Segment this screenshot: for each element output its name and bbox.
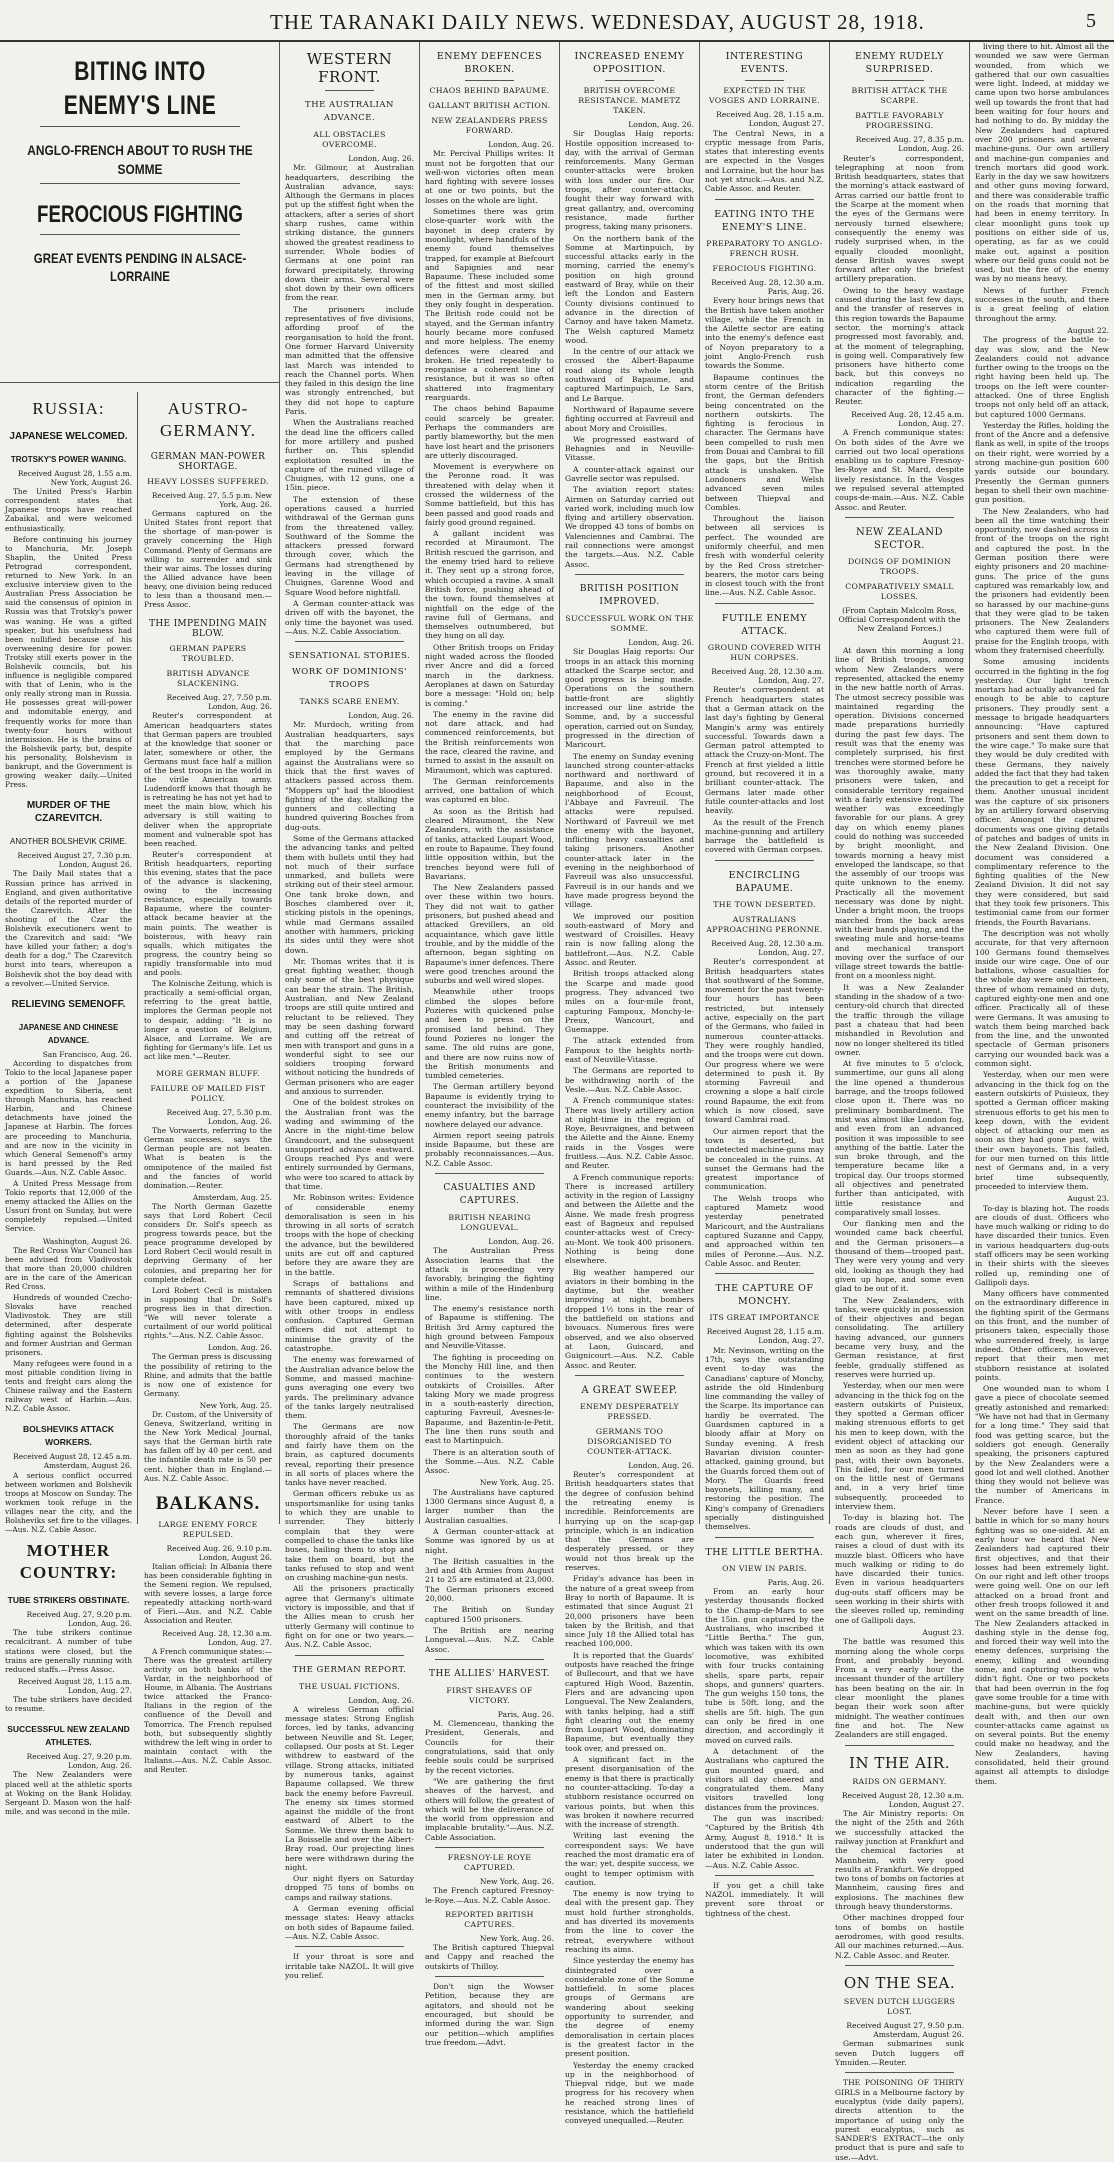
divider (715, 1875, 814, 1876)
article-subheading: SEVEN DUTCH LUGGERS LOST. (843, 1996, 956, 2016)
article-heading: JAPANESE WELCOMED. (9, 431, 128, 442)
section-heading-mother-country: MOTHER COUNTRY: (19, 1541, 118, 1583)
paragraph: The tube strikers continue recalcitrant. A number of tube stations were closed, but the trains are generally running with reduced staffs.—Press Assoc. (5, 1628, 132, 1674)
advertisement: Don't sign the Wowser Petition, because they are agitators, and should not be encouraged, but should be informed during the war. Sign our petition—which amplifies true freedom.—Advt. (425, 1982, 554, 2047)
divider (435, 1173, 544, 1174)
divider (295, 1946, 404, 1947)
paragraph: In the centre of our attack we crossed the Albert-Bapaume road along its whole length southward of Bapaume, and captured Martinpuich, Le Sars, and Le Barque. (565, 347, 694, 403)
article-subheading: AUSTRALIANS APPROACHING PERONNE. (706, 914, 823, 934)
paragraph: The tube strikers have decided to resume. (5, 1695, 132, 1714)
paragraph: The British are nearing Longueval.—Aus. N.Z. Cable Assoc. (425, 1625, 554, 1654)
section-heading-balkans: BALKANS. (155, 1492, 261, 1514)
article-heading: INCREASED ENEMY OPPOSITION. (574, 51, 685, 75)
paragraph: We progressed eastward of Behagnies and in Neuville-Vitasse. (565, 434, 694, 463)
paragraph: Reuter's correspondent at British headquarters, reporting this evening, states that the pace of the advance is slackening, owing to the increasing resistance, especially towards Bapaume, where the counter-attack became heavier at the main points. The weather is boisterous, with heavy rain squalls, which mitigates the progress, the country being so rapidly transformable into mud and pools. (144, 849, 272, 978)
paragraph: At dawn this morning a long line of British troops, among whom New Zealanders were represented, attacked the enemy in the new battle north of Arras. The utmost secrecy possible was maintained regarding the operation. Divisions concerned made preparations hurriedly during the past few days. The result was that the enemy was completely surprised, his first trenches were stormed before he was thoroughly awake, many prisoners were taken, and considerable territory regained with a fairly extensive front. The weather was exceedingly favorable for our plans. A grey day on which enemy planes could do nothing was succeeded by bright moonlight, and towards morning a heavy mist enveloped the landscape, so that the assembly of our troops was quite unknown to the enemy. Practically all the movement necessary was done by night. Under a bright moon, the troops marched from the back areas with their bands playing, and the sweating mule and horse-teams and mechanical transport moving over the surface of our village street towards the battle-front on a moonless night. (835, 646, 964, 981)
paragraph: When the Australians reached the dead line the officers called for more artillery and pushed further on. This splendid exploitation resulted in the capture of the ruined village of Chuignes, with 12 guns, one a 15in. piece. (285, 418, 414, 493)
article-heading: SUCCESSFUL NEW ZEALAND ATHLETES. (7, 1724, 130, 1748)
paragraph: The United Press's Harbin correspondent states that Japanese troops have reached Zabaikal, and were welcomed enthusiastically. (5, 487, 132, 533)
column-6 (830, 42, 970, 2162)
article-subheading: TROTSKY'S POWER WANING. (10, 455, 127, 464)
dateline: London, Aug. 26. (488, 140, 554, 149)
paragraph: A French communique states: There was lively artillery action at night-time in the region of Roye, Beuvraignes, and between the Ailette and the Aisne. Enemy raids in the Vosges were fruitless.—Aus. N.Z. Cable Assoc. and Reuter. (565, 1096, 694, 1171)
divider (605, 80, 654, 81)
column-2 (280, 42, 420, 1980)
article-heading: CASUALTIES AND CAPTURES. (443, 1183, 536, 1207)
paragraph: Some amusing incidents occurred in the fighting in the fog yesterday. Our light trench mortars had actually advanced far enough to be able to capture prisoners. They proudly sent a message to brigade headquarters announcing: "Have captured prisoners and sent them down to the wire cage." To make sure that they would be duly credited with these Germans, they naively added the fact that they had taken the precaution to get a receipt for them. Another unusual incident was the capture of six prisoners by an artillery forward observing officer. Amongst the captured documents was one giving details of patches and badges of units in the New Zealand Division. One document was considered a complimentary reference to the fighting qualities of the New Zealand Division. It did not say they were considered, but said that they took few prisoners. This testimonial came from our former friends, the Fourth Bavarians. (975, 657, 1109, 927)
paragraph: The chaos behind Bapaume could scarcely be greater. Perhaps the commanders are partly blameworthy, but the men have lost heart and the prisoners are utterly discouraged. (425, 404, 554, 460)
article-subheading: COMPARATIVELY SMALL LOSSES. (845, 581, 954, 601)
column-5 (700, 42, 830, 1918)
advertisement: THE POISONING OF THIRTY GIRLS in a Melbourne factory by eucalyptus (vide daily papers), directs attention to the importance of using only the purest eucalyptus, such as SANDER'S EXTRACT—the only product that is pure and safe to use.—Advt. (835, 2078, 964, 2162)
dateline: Paris, Aug. 26. (497, 1709, 554, 1719)
dateline: Received August 28, 12.45 a.m. Amsterdam, August 26. (13, 1452, 132, 1471)
paragraph: A detachment of the Australians who captured the gun mounted guard, and visitors all day cheered and congratulated them. Many visitors travelled long distances from the provinces. (705, 1746, 824, 1812)
paragraph: Throughout the liaison between all services is perfect. The wounded are uniformly cheerful, and men fresh with wonderful celerity by the Red Cross stretcher-bearers, the motor cars being in closest touch with the front line.—Aus. N.Z. Cable Assoc. (705, 514, 824, 598)
article-heading: ON THE SEA. (843, 1973, 956, 1992)
article-heading: REPORTED BRITISH CAPTURES. (445, 1909, 534, 1929)
dateline: Received Aug. 28, 12.30 a.m. London, Aug. 27. (711, 938, 824, 957)
section-heading-russia: RUSSIA: (32, 399, 105, 418)
paragraph: The prisoners include representatives of five divisions, affording proof of the reorganisation to hold the front. One former Harvard University man admitted that the offensive last March was intended to reach the Channel ports. When they failed in this design the line was strongly entrenched, but they did not hope to capture Paris. (285, 304, 414, 417)
paragraph: The extension of these operations caused a hurried withdrawal of the German guns from the threatened valley. Southward of the Somme the attackers pressed forward through cover, which the Germans had strengthened by leaving in the village of Chuignes, Garenne Wood and Square Wood before nightfall. (285, 494, 414, 597)
dateline: Received August 27, 9.50 p.m. Amsterdam, August 26. (846, 2020, 964, 2040)
paragraph: Mr. Gilmour, at Australian headquarters, describing the Australian advance, says: Although the Germans in places put up the stiffest fight when the attackers, after a series of short sharp rushes, came within striking distance, the gunners showed the greatest readiness to surrender. Whole bodies of Germans at one point ran forward precipitately, throwing down their arms. Several were shot down by their own officers from the rear. (285, 163, 414, 303)
paragraph: Dr. Custom, of the University of Geneva, Switzerland, writing in the New York Medical Journal, says that the German birth rate has fallen off by 40 per cent. and the infantile death rate is 50 per cent. higher than in England.—Aus. N.Z. Cable Assoc. (144, 1409, 272, 1483)
page-number: 5 (1086, 10, 1096, 32)
paragraph: Many officers have commented on the extraordinary difference in the fighting spirit of the Germans on this front, and the number of prisoners taken, especially those who surrendered freely, is large indeed. Other officers, however, report that their men met stubborn resistance at isolated points. (975, 1289, 1109, 1382)
paragraph: The attack extended from Fampoux to the heights north-east of Neuville-Vitasse. (565, 1036, 694, 1065)
paragraph: The Red Cross War Council has been advised from Vladivostok that more than 20,000 children are in the care of the American Red Cross. (5, 1245, 132, 1292)
paragraph: The Daily Mail states that a Russian prince has arrived in England, and given authoritative details of the reported murder of the Czarevitch. After the shooting of the Czar the Bolshevik executioners went to the Czarevitch and said: "We have killed your father; a dog's death for a dog." The Czarevitch burst into tears, whereupon a Bolshevik shot the boy dead with a revolver.—United Service. (5, 869, 132, 988)
article-heading: IN THE AIR. (849, 1753, 950, 1772)
paragraph: Yesterday the enemy cracked up in the neighborhood of Thiepval ridge, but we made progress for his recovery when he reached strong lines of resistance, which the battlefield conveyed unequalled.—Reuter. (565, 2060, 694, 2126)
paragraph: The French captured Fresnoy-le-Roye.—Aus. N.Z. Cable Assoc. (425, 1886, 554, 1905)
article-heading: GERMAN MAN-POWER SHORTAGE. (150, 452, 266, 472)
dateline: Received August 28, 1.15 a.m. London, Aug. 27. (706, 1327, 824, 1346)
masthead (0, 0, 1114, 42)
paragraph: The Kolnische Zeitung, which is practically a semi-official organ, referring to the great battle, implores the German people not to despair, adding: "It is no longer a question of Belgium, Alsace, and Lorraine. We are fighting for Germany's life. Let us act like men."—Reuter. (144, 979, 272, 1061)
divider (295, 1655, 404, 1656)
dateline: Received Aug. 28, 12.30 a.m. London, Aug. 27. (162, 1628, 272, 1647)
article-heading: THE CAPTURE OF MONCHY. (715, 1283, 814, 1308)
paragraph: The battle was resumed this morning along the whole corps front, and probably beyond. From a very early hour the incessant thunder of the artillery has been beating on the air. In clear moonlight the planes began their work soon after midnight. The weather continues fine and hot. The New Zealanders are still engaged. (835, 1637, 964, 1740)
column-4 (560, 42, 700, 2126)
paragraph: The North German Gazette says that Lord Robert Cecil considers Dr. Solf's speech as progress towards peace, but the peace programme developed by Lord Robert Cecil would result in depriving Germany of her colonies, and preparing her for complete defeat. (144, 1201, 272, 1284)
divider (40, 183, 240, 184)
dateline: Received August 28, 1.55 a.m. New York, August 26. (17, 469, 132, 488)
dateline: London, Aug. 26. (348, 1695, 414, 1705)
dateline: London, Aug. 26. (348, 154, 414, 163)
paragraph: The enemy was forewarned of the Australian advance below the Somme, and massed machine-guns averaging one every two yards. The preliminary advance of the tanks largely neutralised them. (285, 1355, 414, 1421)
divider (845, 1965, 954, 1966)
dateline: London, Aug. 26. (207, 1343, 272, 1353)
paragraph: Every hour brings news that the British have taken another village, while the French in the Ailette sector are eating into the enemy's defence east of Noyon preparatory to a joint Anglo-French rush towards the Somme. (705, 296, 824, 371)
russia-column (0, 392, 138, 1816)
paragraph: As soon as the British had cleared Miraumont, the New Zealanders, with the assistance of tanks, attacked Loupart Wood, en route to Bapaume. They found little opposition within, but the trenches beyond were full of Bavarians. (425, 806, 554, 881)
paragraph: Reuter's correspondent at American headquarters states that German papers are troubled at the knowledge that sooner or later, somewhere or other, the Germans must face half a million of the best troops in the world in the virile American army. Ludendorff knows that though he is retreating he has not yet had to meet the main blow, which his adversary is still waiting to deliver when the appropriate moment and vulnerable spot has been reached. (144, 711, 272, 848)
paragraph: Hundreds of wounded Czecho-Slovaks have reached Vladivostok. They are still determined, after desperate fighting against the Bolsheviks and former Austrian and German prisoners. (5, 1293, 132, 1357)
paragraph: The Australian Press Association learns that the attack is proceeding very favorably, bringing the fighting within a mile of the Hindenburg line. (425, 1246, 554, 1302)
article-subheading: WORK OF DOMINIONS' TROOPS (292, 667, 407, 691)
paragraph: The British casualties in the 3rd and 4th Armies from August 21 to 25 are estimated at 23,000. The German prisoners exceed 20,000. (425, 1556, 554, 1604)
paragraph: Yesterday, when our men were advancing in the thick fog on the eastern outskirts of Puisieux, they spotted a German officer making strenuous efforts to get his men to keep down, with the evident object of attacking our men as soon as they had gone past, with their own bayonets. This failed, for our men turned on this little nest of Germans and, in a very brief time subsequently, proceeded to interview them. (975, 1070, 1109, 1191)
paragraph: The aviation report states: Airmen on Saturday carried out varied work, including much low flying and artillery observation. We dropped 43 tons of bombs on Valenciennes and Cambrai. The rail connections were amongst the targets.—Aus. N.Z. Cable Assoc. (565, 485, 694, 569)
paragraph: A German evening official message states: Heavy attacks on both sides of Bapaume failed.—Aus. N.Z. Cable Assoc. (285, 1904, 414, 1941)
paragraph: The New Zealanders, who had been all the time watching their opportunity, now dashed across in front of the troops on the right and captured the post. In the German position there were eighty prisoners and 20 machine-guns. The price of the guns captured was remarkably low, and the prisoners had evidently been so harassed by our machine-guns that they were glad to be taken prisoners. The New Zealanders who captured them were full of praise for the English troops, with whom they fraternised cheerfully. (975, 506, 1109, 655)
paragraph: Mr. Murdoch, writing from Australian headquarters, says that the marching pace employed by the Germans against the Australians were so thick that the first waves of attackers passed across them. "Moppers up" had the bloodiest fighting of the day, stalking the gunners and collecting a hundred quivering Bosches from dug-outs. (285, 720, 414, 832)
article-subheading: JAPANESE AND CHINESE ADVANCE. (18, 1022, 119, 1045)
paragraph: Our night flyers on Saturday dropped 75 tons of bombs on camps and railway stations. (285, 1874, 414, 1902)
paragraph: We improved our position south-eastward of Mory and westward of Croisilles. Heavy rain is now falling along the battlefront.—Aus. N.Z. Cable Assoc. and Reuter. (565, 911, 694, 968)
dateline: Received Aug. 28, 1.15 a.m. London, August 27. (716, 110, 824, 129)
article-heading: THE IMPENDING MAIN BLOW. (149, 619, 267, 640)
paragraph: "We are gathering the first sheaves of the harvest, and others will follow, the greatest of which will be the deliverance of the world from oppression and implacable brutality."—Aus. N.Z. Cable Association. (425, 1776, 554, 1842)
article-heading: INTERESTING EVENTS. (725, 51, 804, 75)
article-heading: ENEMY DEFENCES BROKEN. (436, 51, 543, 75)
paragraph: Owing to the heavy wastage caused during the last few days, and the transfer of reserves in this region towards the Bapaume sector, the morning's attack progressed most favorably, and, at the moment of telegraphing, is going well. Comparatively few prisoners have hitherto come back, but this conveys no indication regarding the character of the fighting.—Reuter. (835, 285, 964, 407)
article-subheading: SUCCESSFUL WORK ON THE SOMME. (565, 613, 694, 633)
paragraph: Scraps of battalions and remnants of shattered divisions have been captured, mixed up with other troops in endless confusion. Captured German officers did not attempt to minimise the gravity of the catastrophe. (285, 1278, 414, 1354)
paragraph: The New Zealanders passed over these within two hours. They did not wait to gather prisoners, but pushed ahead and attacked Grevillers, an old acquaintance, which gave little trouble, and by the middle of the afternoon, began sighting on Bapaume's inner defences. There were good trenches around the suburbs and well wired slopes. (425, 883, 554, 986)
advertisement: If your throat is sore and irritable take NAZOL. It will give you relief. (285, 1952, 414, 1980)
paragraph: Many refugees were found in a most pitiable condition living in tents and freight cars along the Chinese railway and the Eastern railway west of Harbin.—Aus. N.Z. Cable Assoc. (5, 1358, 132, 1414)
article-subheading: NEW ZEALANDERS PRESS FORWARD. (431, 116, 548, 135)
paragraph: The progress of the battle to-day was slow, and the New Zealanders could not advance further owing to the troops on the right having been held up. The troops on the left were counter-attacked. One of three English troops not only held off an attack, but captured 1000 Germans. (975, 335, 1109, 419)
divider (845, 2072, 954, 2073)
article-subheading: TANKS SCARE ENEMY. (299, 697, 400, 707)
dateline: Washington, August 26. (42, 1236, 132, 1246)
paragraph: Bapaume continues the storm centre of the British front, the German defenders being concentrated on the northern outskirts. The fighting is ferocious in character. The Germans have been compelled to rush men from Douai and Cambrai to fill the gaps, but the British attack is unshaken. The Londoners and Welsh advanced seven miles between Thiepval and Combles. (705, 372, 824, 512)
article-subheading: THE AUSTRALIAN ADVANCE. (305, 100, 394, 123)
austro-germany-column (139, 392, 277, 1774)
paragraph: Since yesterday the enemy has disintegrated over a considerable zone of the Somme battlefield. In some places groups of Germans are wandering about seeking opportunity to surrender, and the degree of enemy demoralisation in certain places is the greatest factor in the present position. (565, 1956, 694, 2059)
paragraph: It is reported that the Guards' outposts have reached the fringe of Bullecourt, and that we have captured High Wood, Bazentin, Flers and are advancing upon Longueval. The New Zealanders, with tanks helping, had a stiff fight clearing out the enemy from Loupart Wood, dominating Bapaume, but eventually they took over, and pressed on. (565, 1650, 694, 1753)
paragraph: Reuter's correspondent at British headquarters states that the degree of confusion behind the retreating enemy is incredible. Reinforcements are hurrying up on the scap-gap principle, which is an indication that the Germans are desperately pressed, or they would not thus break up the reserves. (565, 1470, 694, 1573)
paragraph: A United Press Message from Tokio reports that 12,000 of the enemy attacked the Allies on the Ussuri front on Sunday, but were completely repulsed.—United Service. (5, 1179, 132, 1234)
paragraph: Mr. Robinson writes: Evidence of considerable enemy demoralisation is seen in his throwing in all sorts of scratch troops with the hope of checking the advance, but the bewildered units are cut off and captured before they are aware they are in the battle. (285, 1193, 414, 1277)
paragraph: The enemy's resistance north of Bapaume is stiffening. The British 3rd Army captured the high ground between Fampoux and Neuville-Vitasse. (425, 1304, 554, 1351)
paragraph: Sir Douglas Haig reports: Our troops in an attack this morning attacked the Scarpe sector, and good progress is being made. Operations on the southern battle-front are slightly increased our line astride the Somme, and, by a successful operation, carried out on Sunday, progressed in the direction of Maricourt. (565, 647, 694, 750)
paragraph: The German press is discussing the possibility of retiring to the Rhine, and admits that the battle is now one of existence for Germany. (144, 1352, 272, 1398)
dateline: Received Aug. 28, 12.30 a.m. London, Aug. 27. (711, 666, 824, 686)
divider (575, 1375, 684, 1376)
paragraph: Mr. Percival Phillips writes: It must not be forgotten that our well-won victories often mean hard fighting with severe losses at one or two points, but the losses on the whole are light. (425, 149, 554, 205)
dateline: August 21. (922, 636, 964, 646)
dateline: London, Aug. 26. (628, 637, 694, 647)
article-heading: MURDER OF THE CZAREVITCH. (26, 800, 111, 825)
article-heading: EATING INTO THE ENEMY'S LINE. (714, 208, 815, 233)
paragraph: Big weather hampered our aviators in their bombing in the daytime, but the weather improving at night, bombers dropped 1½ tons in the rear of the battlefield on stations and bivouacs. Numerous fires were observed, and we also observed at Laon, Guiscard, and Guignicourt.—Aus. N.Z. Cable Assoc. and Reuter. (565, 1267, 694, 1370)
article-heading: BRITISH POSITION IMPROVED. (579, 583, 680, 607)
article-subheading: GERMANS TOO DISORGANISED TO COUNTER-ATTACK. (587, 1426, 672, 1456)
article-subheading: ENEMY DESPERATELY PRESSED. (580, 1401, 679, 1421)
paragraph: The New Zealanders, with tanks, were quickly in possession of their objectives and began consolidating. The artillery having advanced, our gunners became very busy, and the German resistance, at first feeble, gradually stiffened as reserves were hurried up. (835, 1295, 964, 1379)
article-subheading: GROUND COVERED WITH HUN CORPSES. (707, 642, 822, 662)
divider (325, 90, 374, 91)
paragraph: The Welsh troops who captured Mametz wood yesterday penetrated Maricourt, and the Australians captured Suzanne and Cappy, and approached within ten miles of Peronne.—Aus. N.Z. Cable Assoc. and Reuter. (705, 1193, 824, 1268)
paragraph: A French communique states: On both sides of the Avre we carried out two local operations enabling us to capture Fresnoy-les-Roye and St. Mard, despite lively resistance. In the Vosges we repulsed several attempted coups-de-main.—Aus. N.Z. Cable Assoc. and Reuter. (835, 428, 964, 512)
paragraph: Reuter's correspondent at French headquarters states that a German attack on the last day's fighting by General Mangin's army was entirely successful. Towards dawn a German patrol attempted to attack the Cruzy-on-Mont. The French at first yielded a little ground, but recovered it in a brilliant counter-attack. The Germans later made other futile counter-attacks and lost heavily. (705, 685, 824, 816)
dateline: Received Aug. 27, 8.35 p.m. London, Aug. 26. (855, 135, 964, 154)
paragraph: A significant fact in the present disorganisation of the enemy is that there is practically no counter-attacking. To-day a stubborn resistance occurred on various points, but when this was broken it nowhere recurred with the increase of strength. (565, 1755, 694, 1830)
paragraph: Reuter's correspondent at British headquarters states that southward of the Somme, movement for the past twenty-four hours has been restricted, but intensely active, especially on the part of the Germans, who failed in numerous counter-attacks. They were roughly handled, and the troops were cut down. Our progress where we were determined to push it. By storming Favreuil and crowning a slope a half circle round Bapaume, the exit from which is now closed, save toward Cambrai road. (705, 957, 824, 1125)
paragraph: As the result of the French machine-gunning and artillery barrage the battlefield is covered with German corpses. (705, 817, 824, 855)
divider (575, 574, 684, 575)
paragraph: Other British troops on Friday night waded across the flooded river Ancre and did a forced march in the darkness. Aeroplanes at dawn on Saturday bore a message: "Hold on; help is coming." (425, 642, 554, 708)
paragraph: Other machines dropped four tons of bombs on hostile aerodromes, with good results. All our machines returned.—Aus. N.Z. Cable Assoc. and Reuter. (835, 1913, 964, 1960)
article-subheading: PREPARATORY TO ANGLO-FRENCH RUSH. (706, 238, 823, 258)
paragraph: A German counter-attack was driven off with the bayonet, the only time the bayonet was used.—Aus. N.Z. Cable Association. (285, 598, 414, 636)
article-subheading: FEROCIOUS FIGHTING. (712, 263, 817, 273)
article-heading: A GREAT SWEEP. (581, 1384, 678, 1396)
paragraph: Our flanking men and the wounded came back cheerful, and the German prisoners—a thousand of them—trooped past. They were very young and very old, looking as though they had given up hope, and some even glad to be out of it. (835, 1219, 964, 1294)
paragraph: Germans captured on the United States front report that the shortage of man-power is gravely concerning the High Command. Plenty of Germans are willing to surrender and sink their war aims. The losses during the Allied advance have been heavy, one division being reduced to less than a thousand men.—Press Assoc. (144, 509, 272, 610)
paragraph: There is an alteration south of the Somme.—Aus. N.Z. Cable Assoc. (425, 1447, 554, 1476)
paragraph: It was a New Zealander standing in the shadow of a two-century-old church that directed the traffic through the village past a chateau that had been mishandled in Revolution and now no longer sheltered its titled owner. (835, 982, 964, 1057)
dateline: Amsterdam, Aug. 25. (192, 1192, 272, 1202)
divider (715, 199, 814, 200)
dateline: New York, Aug. 26. (479, 1933, 554, 1943)
dateline: New York, Aug. 25. (479, 1478, 554, 1488)
article-heading: TUBE STRIKERS OBSTINATE. (7, 1595, 130, 1606)
article-heading: FRESNOY-LE ROYE CAPTURED. (447, 1852, 532, 1872)
article-subheading: BRITISH ADVANCE SLACKENING. (166, 669, 250, 689)
paragraph: The enemy is now trying to deal with the present gap. They must hold further strongholds, and has diverted its movements from the line to cover the retreat, everywhere without reaching its aims. (565, 1889, 694, 1954)
dateline: August 22. (1067, 325, 1109, 335)
divider (435, 1976, 544, 1977)
paragraph: A French communique states:—There was the greatest artillery activity on both banks of the Vardar, in the neighborhood of Houme, in Albania. The Austrians twice attacked the Franco-Italians in the region of the confluence of the Devoll and Tomorrica. The French repulsed both, but subsequently slightly withdrew the left wing in order to maintain contact with the Italians.—Aus. N.Z. Cable Assoc. and Reuter. (144, 1646, 272, 1774)
divider (435, 1659, 544, 1660)
article-heading: WESTERN FRONT. (306, 50, 393, 86)
article-heading: LARGE ENEMY FORCE REPULSED. (158, 1519, 258, 1539)
paragraph: The Germans are reported to be withdrawing north of the Vesle.—Aus. N.Z. Cable Assoc. (565, 1066, 694, 1094)
dateline: New York, Aug. 26. (479, 1876, 554, 1886)
dateline: London, Aug. 26. (628, 120, 694, 129)
section-heading-austro-germany: AUSTRO-GERMANY. (159, 399, 256, 440)
paragraph: Before continuing his journey to Manchuria, Mr. Joseph Shaplin, the United Press Petrograd correspondent, returned to New York. In an exclusive interview given to the Australian Press Association he said the consensus of opinion in Russia was that Trotsky's power was waning. He was a gifted speaker, but his usefulness had been nullified because of his overweening desire for power. Trotsky still exerts power in the Bolshevik councils, but his influence is negligible compared with that of Lenin, who is the only really strong man in Russia. He possesses great will-power and indomitable energy, and frequently works for more than twenty-four hours without intermission. He is the brains of the Bolshevik party, but, despite his personality, Bolshevism is bankrupt, and the Government is growing weaker daily.—United Press. (5, 534, 132, 790)
dateline: Received Aug. 27, 5.5 p.m. New York, Aug. 26. (151, 491, 272, 510)
paragraph: Airmen report seeing patrols inside Bapaume, but these are probably reconnaissances.—Aus. N.Z. Cable Assoc. (425, 1130, 554, 1168)
column-7 (970, 42, 1114, 1786)
paragraph: According to dispatches from Tokio to the local Japanese paper a portion of the Japanese expedition to Siberia, sent through Manchuria, has reached Harbin, and Chinese detachments have joined the Japanese at Harbin. The forces are proceeding to Manchuria, and are now in the vicinity in which General Semenoff's army is hard pressed by the Red Guards.—Aus. N.Z. Cable Assoc. (5, 1058, 132, 1177)
paragraph: A German counter-attack at Somme was ignored by us at night. (425, 1526, 554, 1555)
paragraph: The British on Sunday captured 1500 prisoners. (425, 1605, 554, 1624)
divider (715, 603, 814, 604)
paragraph: The New Zealanders were placed well at the athletic sports at Woking on the Bank Holiday. Sergeant D. Mason won the half-mile, and was second in the mile. (5, 1770, 132, 1816)
divider (845, 1745, 954, 1746)
article-heading: SENSATIONAL STORIES. (288, 651, 411, 662)
article-subheading: BRITISH NEARING LONGUEVAL. (448, 1213, 531, 1233)
paragraph: Yesterday the Rifles, holding the front of the Ancre and a defensive flank as well, in spite of the troops on their right, were worried by a strong machine-gun position 600 yards outside our boundary. Presently the German gunners began to shell their own machine-gun position. (975, 420, 1109, 505)
article-subheading: BATTLE FAVORABLY PROGRESSING. (855, 111, 944, 130)
paragraph: German submarines sunk seven Dutch luggers off Ymuiden.—Reuter. (835, 2039, 964, 2068)
dateline: Received Aug. 28, 12.45 a.m. London, Aug. 27. (851, 409, 964, 428)
byline: (From Captain Malcolm Ross, Official Correspondent with the New Zealand Forces.) (838, 605, 961, 634)
divider (465, 80, 514, 81)
paragraph: The German reinforcements arrived, one battalion of which was captured en bloc. (425, 776, 554, 805)
paragraph: Writing last evening the correspondent says: We have reached the most dramatic era of the war; yet, despite success, we ought to temper optimism with caution. (565, 1831, 694, 1887)
article-subheading: HEAVY LOSSES SUFFERED. (147, 477, 269, 486)
paragraph: Yesterday, when our men were advancing in the thick fog on the eastern outskirts of Puisieux, they spotted a German officer making strenuous efforts to get his men to keep down, with the evident object of attacking our men as soon as they had gone past, with their own bayonets. This failed, for our men turned on the little nest of Germans and, in a very brief time subsequently, proceeded to interview them. (835, 1381, 964, 1512)
paragraph: A counter-attack against our Gavrelle sector was repulsed. (565, 464, 694, 483)
paragraph: From an early hour yesterday thousands flocked to the Champ-de-Mars to see the 15in. gun captured by the Australians, who inscribed it "Little Bertha." The gun, which was taken with its own locomotive, was exhibited with four trucks containing shells, spare parts, repair shops, and gunners' quarters. The gun weighs 150 tons, the tube is 50ft. long, and the shells are 5ft. high. The gun can only be fired in one direction, and accordingly it moved on curved rails. (705, 1586, 824, 1745)
lead-subheadline-3: GREAT EVENTS PENDING IN ALSACE-LORRAINE (33, 250, 247, 284)
dateline: Received Aug. 26, 9.10 p.m. London, August 26. (166, 1543, 272, 1562)
paragraph: All the prisoners practically agree that Germany's ultimate victory is impossible, and that if the Allies mean to crush her utterly Germany will continue to fight on for one or two years.—Aus. N.Z. Cable Assoc. (285, 1584, 414, 1650)
paragraph: M. Clemenceau, thanking the President, Generals, and Councils for their congratulations, said that only feeble souls could be surprised by the recent victories. (425, 1719, 554, 1775)
article-subheading: ALL OBSTACLES OVERCOME. (313, 130, 386, 149)
article-subheading: THE USUAL FICTIONS. (299, 1681, 400, 1691)
article-subheading: ON VIEW IN PARIS. (722, 1563, 807, 1573)
paragraph: The gun was inscribed: "Captured by the British 4th Army, August 8, 1918." It is understood that the gun will later be exhibited in London.—Aus. N.Z. Cable Assoc. (705, 1814, 824, 1870)
divider (295, 641, 404, 642)
paragraph: The Australians have captured 1300 Germans since August 8, a larger number than the Australian casualties. (425, 1487, 554, 1525)
divider (715, 1273, 814, 1274)
paragraph: Some of the Germans attacked the advancing tanks and pelted them with bullets until they had not much of their surface unmarked, and bullets were striking out of their steel armour. One tank broke down, and Bosches clambered over it, sticking pistols in the openings, while mad Germans assailed another with hammers, pricking its sides until they were shot down. (285, 834, 414, 955)
article-heading: THE ALLIES' HARVEST. (429, 1668, 550, 1679)
dateline: Received August 28, 12.30 a.m. London, August 27. (841, 1790, 964, 1809)
divider (435, 1847, 544, 1848)
dateline: Received Aug. 27, 5.30 p.m. London, Aug. 26. (166, 1107, 272, 1127)
paragraph: The fighting is proceeding on the Monchy Hill line, and then continues to the western outskirts of Croisilles. After taking Mory we made progress in a south-easterly direction, capturing Favreuil, Avesnes-le-Bapaume, and Bazentin-le-Petit. The line then runs south and east to Martinpuich. (425, 1352, 554, 1446)
paragraph: The Air Ministry reports: On the night of the 25th and 26th we successfully attacked the railway junction at Frankfurt and the chemical factories at Mannheim, with very good results at Frankfurt. We dropped two tons of bombs on factories at Mannheim, causing fires and explosions. The machines flew through heavy thunderstorms. (835, 1809, 964, 1912)
dateline: Received Aug. 27, 9.20 p.m. London, Aug. 26. (26, 1752, 132, 1771)
paragraph: One of the boldest strokes on the Australian front was the wading and swimming of the Ancre in the night-time below Grandcourt, and the subsequent unsupported advance eastward. Groups reached Pys and were entirely surrounded by Germans, who were too scared to attack by that time. (285, 1098, 414, 1191)
paragraph: Mr. Nevinson, writing on the 17th, says the outstanding event to-day was the Canadians' capture of Monchy, astride the old Hindenburg line commanding the valley of the Scarpe. Its importance can hardly be overrated. The Guardsmen captured in a bloody affair at Mory on Sunday evening. A fresh Bavarian division counter-attacked, gaining ground, but the Guards forced them out of Mory. The Guards freed bayonets, killing many, and restoring the position. The King's company of Grenadiers specially distinguished themselves. (705, 1345, 825, 1532)
article-subheading: RAIDS ON GERMANY. (852, 1776, 947, 1786)
paragraph: The Germans are now thoroughly afraid of the tanks and fairly have them on the brain, as captured documents reveal, reporting their presence in all sorts of places where the tanks have never reached. (285, 1422, 414, 1488)
article-subheading: EXPECTED IN THE VOSGES AND LORRAINE. (708, 86, 821, 105)
article-heading: THE LITTLE BERTHA. (705, 1546, 824, 1558)
article-heading: ENCIRCLING BAPAUME. (728, 869, 801, 894)
lead-subheadline-1: ANGLO-FRENCH ABOUT TO RUSH THE SOMME (27, 142, 253, 177)
article-subheading: BRITISH OVERCOME RESISTANCE. MAMETZ TAKEN. (578, 86, 681, 115)
divider (715, 1537, 814, 1538)
dateline: Received Aug. 28, 12.30 a.m. Paris, Aug. 26. (711, 277, 824, 296)
divider (40, 234, 240, 235)
paragraph: The enemy in the ravine did not dare attack, and had commenced reinforcements, but the British reinforcements won the race, cleared the ravine, and turned to assist in the assault on Miraumont, which was captured. (425, 709, 554, 775)
dateline: London, Aug. 26. (628, 1460, 694, 1470)
paragraph: A French communique reports: There is increased artillery activity in the region of Lassigny and between the Ailette and the Aisne. We made fresh progress east of Bagneux and repulsed counter-attacks west of Crecy-au-Mont. We took 400 prisoners. Nothing is being done elsewhere. (565, 1172, 694, 1266)
dateline: Received Aug. 27, 9.20 p.m. London, Aug. 26. (26, 1610, 132, 1629)
dateline: Received August 28, 1.15 a.m. London, Aug. 27. (17, 1676, 132, 1695)
article-subheading: DOINGS OF DOMINION TROOPS. (847, 556, 952, 576)
article-subheading: ITS GREAT IMPORTANCE (709, 1313, 820, 1323)
paragraph: British troops attacked along the Scarpe and made good progress. They advanced two miles on a four-mile front, capturing Fampoux, Monchy-le-Preux, Wancourt, and Guemappe. (565, 969, 694, 1035)
paragraph: The description was not wholly accurate, for that very afternoon 100 Germans found themselves inside our wire cage. One of our battalions, whose casualties for the whole day were only thirteen, three of whom remained on duty, captured eighty-one men and one officer. Practically all of these were Germans. It was amusing to watch them being marched back from the line, and the unwonted spectacle of German prisoners carrying our wounded back was a common sight. (975, 928, 1109, 1069)
paragraph: Our airmen report that the town is deserted, but undetected machine-guns may be concealed in the ruins. At sunset the Germans had the greatest importance of communication. (705, 1126, 824, 1192)
paragraph: Lord Robert Cecil is mistaken in supposing that Dr. Solf's progress lies in that direction. "We will never tolerate a curtailment of our world political rights."—Aus. N.Z. Cable Assoc. (144, 1285, 272, 1341)
dateline: August 23. (922, 1627, 964, 1637)
paragraph: Meanwhile other troops climbed the slopes before Pozieres with quickened pulse and keen to press on the promised land behind. They found Pozieres no longer the same. The old ruins are gone, and there are now ruins now of the British monuments and tumbled cemeteries. (425, 987, 554, 1081)
paragraph: The British captured Thiepval and Cappy and reached the outskirts of Thilloy. (425, 1943, 554, 1971)
dateline: London, Aug. 26. (488, 1237, 554, 1247)
article-heading: FUTILE ENEMY ATTACK. (721, 612, 808, 637)
masthead-title: THE TARANAKI DAILY NEWS. WEDNESDAY, AUGUST 28, 1918. (270, 10, 925, 34)
paragraph: On the northern bank of the Somme at Martinpuich, by successful attacks early in the morning, carried the enemy's position on high ground eastward of Bray, while on their left the London and Eastern County divisions continued to advance in the direction of Carnoy and have taken Mametz. The Welsh captured Mametz wood. (565, 233, 694, 345)
paragraph: Movement is everywhere on the Peronne road. It was threatened with delay when it crossed the wilderness of the Somme battlefield, but this has been passed and good roads and fairly good ground regained. (425, 462, 554, 527)
paragraph: A serious conflict occurred between workmen and Bolshevik troops at Moscow on Sunday. The workmen took refuge in the villages near the city, and the Bolsheviks set fire to the villages.—Aus. N.Z. Cable Assoc. (5, 1470, 132, 1535)
paragraph: News of further French successes in the south, and there is a great feeling of elation throughout the army. (975, 285, 1109, 323)
article-subheading: THE TOWN DESERTED. (713, 899, 816, 909)
paragraph: To-day is blazing hot. The roads are clouds of dust. Officers who have much walking or riding to do have discarded their tunics. Even in various headquarters dug-outs staff officers may be seen working in their shirts with the sleeves rolled up, reminding one of Gallipoli days. (975, 1203, 1109, 1287)
paragraph: Never before have I seen a battle in which for so many hours fighting was so one-sided. At an early hour we heard that New Zealanders had captured their first objectives, and that their losses had been extremely light. On our right and left other troops were going well. One on our left attacked on a broad front and other fresh troops followed it and went on the same breadth of line. The New Zealanders attacked in dashing style in the dense fog, and forced their way well into the enemy defences, surprising the enemy, killing and wounding some, and capturing others who didn't fight. One or two pockets that had been overrun in the fog gave some trouble for a time with machine-guns, but were quickly dealt with, and then our own counter-attacks came against us on several points. But the enemy could make no headway, and the New Zealanders, having consolidated, held their ground against all attempts to dislodge them. (975, 1507, 1109, 1786)
article-heading: BOLSHEVIKS ATTACK WORKERS. (23, 1424, 114, 1448)
paragraph: At five minutes to 5 o'clock, summertime, our guns all along the line opened a thunderous barrage, and the troops followed close upon it. There was no preliminary bombardment. The mist was almost like London fog, and even from an advanced position it was impossible to see anything of the battle. Later the sun broke through, and the temperature became like a tropical day. Our troops stormed all objectives and penetrated further than anticipated, with little resistance and comparatively small losses. (835, 1059, 964, 1217)
paragraph: Mr. Thomas writes that it is great fighting weather, though only some of the best physique can bear the strain. The British, Australian, and New Zealand troops are still quite untired and reluctant to be relieved. They may be seen dashing forward and cutting off the retreat of men with transport and guns in a wonderful sight to see our soldiers trooping forward without noticing the hundreds of German prisoners who are eager and anxious to surrender. (285, 956, 414, 1097)
paragraph: Friday's advance has been in the nature of a great sweep from Bray to north of Bapaume. It is estimated that since August 21 20,000 prisoners have been taken by the British, and that since July 18 the Allied total has reached 100,000. (565, 1574, 694, 1649)
paragraph: The German artillery beyond Bapaume is evidently trying to counteract the invisibility of the enemy infantry, but the barrage nowhere delayed our advance. (425, 1082, 554, 1129)
divider (715, 860, 814, 861)
article-subheading: GERMAN PAPERS TROUBLED. (169, 644, 247, 664)
article-subheading: GALLANT BRITISH ACTION. (428, 101, 551, 110)
article-heading: ENEMY RUDELY SURPRISED. (855, 51, 944, 75)
paragraph: Reuter's correspondent, telegraphing at noon from British headquarters, states that the morning's attack eastward of Arras carried our battle front to the Scarpe at the moment when the eyes of the Germans were nervously turned elsewhere; consequently the enemy was rudely surprised when, in the equally clouded moonlight, dense British waves swept forward after only the briefest artillery preparation. (835, 153, 964, 284)
paragraph: To-day is blazing hot. The roads are clouds of dust, and each gun, wherever it fires, raises a cloud of dust with its muzzle blast. Officers who have much walking or riding to do have discarded their tunics. Even in various headquarters dug-outs staff officers may be seen working in their shirts with the sleeves rolled up, reminding one of Gallipoli days. (835, 1513, 964, 1625)
article-subheading: FAILURE OF MAILED FIST POLICY. (150, 1083, 266, 1103)
dateline: August 23. (1067, 1194, 1109, 1204)
paragraph: A gallant incident was recorded at Miraumont. The British rescued the garrison, and the enemy tried hard to relieve it. They sent up a strong force, which occupied a ravine. A small British force, pushing ahead of the town, found themselves at nightfall on the edge of the ravine full of Germans, and themselves outnumbered, but they hung on all day. (425, 529, 554, 641)
paragraph: Italian official: In Albania there has been considerable fighting in the Semeni region. We repulsed, with severe losses, a large force repeatedly attacking north-ward of Fieri.—Aus. and N.Z. Cable Association and Reuter. (144, 1561, 272, 1626)
dateline: San Francisco, Aug. 26. (42, 1049, 132, 1059)
dateline: Received Aug. 27, 7.50 p.m. London, Aug. 26. (166, 693, 272, 712)
paragraph: Northward of Bapaume severe fighting occurred at Favreuil and about Mory and Croisilles. (565, 404, 694, 433)
lead-subheadline-2: FEROCIOUS FIGHTING (37, 201, 243, 228)
paragraph: German officers rebuke us as unsportsmanlike for using tanks to which they are unable to surrender. They bitterly complain that they were compelled to chase the tanks like buses, hailing them to stop and take them on board, but the tanks refused to stop and went on crushing machine-gun nests. (285, 1489, 414, 1583)
divider (745, 80, 784, 81)
paragraph: Sometimes there was grim close-quarter work with the bayonet in deep craters by moonlight, where handfuls of the enemy found themselves trapped, for example at Biefcourt and Sapignies and near Bapaume. These included some of the fittest and most skilled men in the German army, but they only fought in desperation. The British rode could not be stayed, and the German infantry hourly became more confused and more helpless. The enemy defences were cleared and broken. He tried repeatedly to reorganise a coherent line of resistance, but it was so often shattered into fragmentary rearguards. (425, 207, 554, 403)
article-subheading: CHAOS BEHIND BAPAUME. (429, 86, 550, 95)
divider (40, 126, 240, 127)
dateline: Paris, Aug. 26. (767, 1577, 824, 1587)
article-heading: RELIEVING SEMENOFF. (11, 998, 126, 1010)
divider (875, 80, 924, 81)
paragraph: living there to hit. Almost all the wounded we saw were German wounded, from which we gathered that our own casualties were light. Indeed, at midday we came upon two horse ambulances well up towards the front that had been waiting for four hours and had nothing to do. By midday the New Zealanders had captured over 200 prisoners and several machine-guns. Our own artillery and machine-gun companies and trench mortars did good work. Early in the day we saw howitzers and other guns moving forward, and there was considerable traffic on the roads that morning that had been in enemy territory. In clear moonlight guns took up positions on either side of us, operating, as far as we could make out, against a position where our field guns could not be used, but the fire of the enemy was by no means heavy. (975, 42, 1109, 284)
article-heading: MORE GERMAN BLUFF. (156, 1068, 260, 1078)
paragraph: The Central News, in a cryptic message from Paris, states that interesting events are expected in the Vosges and Lorraine, but the hour has not yet struck.—Aus. and N.Z. Cable Assoc. and Reuter. (705, 128, 824, 194)
advertisement: If you get a chill take NAZOL immediately. It will prevent sore throat or tightness of the chest. (705, 1880, 824, 1918)
article-subheading: FIRST SHEAVES OF VICTORY. (446, 1685, 533, 1705)
dateline: New York, Aug. 25. (199, 1400, 272, 1410)
column-3 (420, 42, 560, 2047)
paragraph: A wireless German official message states: Strong English forces, led by tanks, advancing between Neuville and St. Leger, collapsed. Our posts at St. Leger withdrew to eastward of the village. Strong attacks, initiated by numerous tanks, against Bapaume collapsed. We threw back the enemy before Favreuil. The enemy six times stormed against the middle of the front eastward of Albert to the Somme. We threw them back to La Boisselle and over the Albert-Bray road. Our projecting lines here were withdrawn during the night. (285, 1704, 414, 1872)
lead-headline-box (0, 42, 280, 383)
column-1 (0, 42, 280, 1816)
article-heading: NEW ZEALAND SECTOR. (855, 526, 944, 551)
paragraph: One wounded man to whom I gave a piece of chocolate seemed greatly astonished and remarked: "We have not had that in Germany for a long time." They said that food was getting scarce, but the soldiers got enough. Generally speaking, the prisoners captured by the New Zealanders were a good lot and well clothed. Another thing they would not believe was the number of Americans in France. (975, 1384, 1109, 1505)
lead-headline: BITING INTO ENEMY'S LINE (63, 56, 217, 120)
dateline: London, Aug. 26. (348, 711, 414, 721)
divider (845, 517, 954, 518)
paragraph: The enemy on Sunday evening launched strong counter-attacks northward and northward of Bapaume, and also in the neighborhood of Ecoust, l'Abbaye and Favreuil. The attacks were repulsed. Northward of Favreuil we met the enemy with the bayonet, inflicting heavy casualties and taking prisoners. Another counter-attack later in the evening in the neighborhood of Favreuil was also unsuccessful. Favreuil is in our hands and we have made progress beyond the village. (565, 751, 694, 910)
article-subheading: ANOTHER BOLSHEVIK CRIME. (10, 837, 127, 847)
paragraph: Sir Douglas Haig reports: Hostile opposition increased to-day, with the arrival of German reinforcements. Many German counter-attacks were broken with loss under our fire. Our troops, after counter-attacks, fought their way forward with great gallantry, and, overcoming resistance, made further progress, taking many prisoners. (565, 129, 694, 232)
article-subheading: BRITISH ATTACK THE SCARPE. (851, 86, 948, 105)
dateline: Received August 27, 7.30 p.m. London, August 26. (17, 851, 132, 870)
article-heading: THE GERMAN REPORT. (292, 1664, 407, 1675)
paragraph: The Vorwaerts, referring to the German successes, says the German people are not beaten. What is beaten is the omnipotence of the mailed fist and the fancies of world domination.—Reuter. (144, 1126, 272, 1190)
